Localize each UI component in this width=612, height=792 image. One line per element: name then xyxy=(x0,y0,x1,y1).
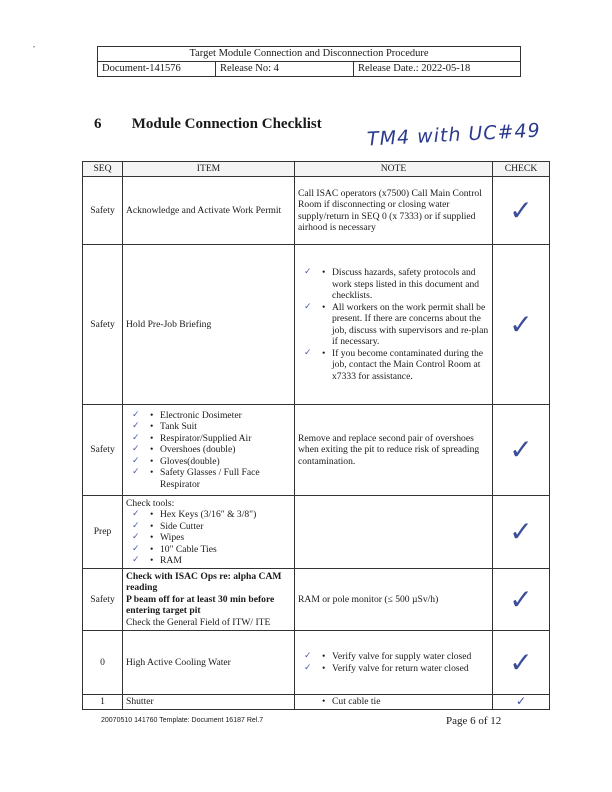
check-mark-icon: • ✓ xyxy=(132,532,140,542)
check-mark-icon: • ✓ xyxy=(132,444,140,455)
row-seq: Safety xyxy=(83,245,123,405)
row-seq: 1 xyxy=(83,695,123,710)
row-note: Call ISAC operators (x7500) Call Main Control Room if disconnecting or closing water supply/return in SEQ 0 (x 7333) or if supplied airhood is necessary xyxy=(295,177,493,245)
row-item: Hold Pre-Job Briefing xyxy=(123,245,295,405)
check-mark: ✓ xyxy=(493,631,550,695)
item-bullet: • ✓ 10" Cable Ties xyxy=(160,544,291,556)
row-note: RAM or pole monitor (≤ 500 µSv/h) xyxy=(295,569,493,631)
item-bullet: • ✓ Hex Keys (3/16" & 3/8") xyxy=(160,509,291,521)
item-extra-line: Check the General Field of ITW/ ITE xyxy=(126,616,271,628)
handwritten-note: TM4 with UC#49 xyxy=(366,119,542,151)
header-title: Target Module Connection and Disconnection Procedure xyxy=(98,47,520,62)
note-bullet: • ✓ Verify valve for supply water closed xyxy=(332,651,489,663)
check-mark-icon: • ✓ xyxy=(304,662,312,673)
footer-template-ref: 20070510 141760 Template: Document 16187 Rel.7 xyxy=(101,717,264,724)
row-seq: 0 xyxy=(83,631,123,695)
note-bullet: • ✓ Verify valve for return water closed xyxy=(332,663,489,675)
row-item: Acknowledge and Activate Work Permit xyxy=(123,177,295,245)
check-mark-icon: • ✓ xyxy=(132,409,140,420)
row-seq: Safety xyxy=(83,177,123,245)
row-note xyxy=(295,245,493,405)
item-bullet: • ✓ Side Cutter xyxy=(160,521,291,533)
header-document: Document-141576 xyxy=(98,62,216,76)
header-release-no: Release No: 4 xyxy=(216,62,354,76)
row-note xyxy=(295,496,493,569)
row-item: Shutter xyxy=(123,695,295,710)
item-bullet: • ✓ Wipes xyxy=(160,532,291,544)
note-bullet: • ✓ All workers on the work permit shall be present. If there are concerns about the job, discuss with supervisors and re-plan if necessary. xyxy=(332,302,489,348)
row-item xyxy=(123,496,295,569)
item-bullet: • ✓ Overshoes (double) xyxy=(160,444,291,456)
checklist-table xyxy=(82,161,550,710)
check-mark-icon: • ✓ xyxy=(132,543,140,554)
check-mark-icon: • ✓ xyxy=(132,432,140,443)
check-mark: ✓ xyxy=(493,245,550,405)
check-mark-icon: • ✓ xyxy=(304,267,312,277)
check-mark: ✓ xyxy=(493,177,550,245)
document-header xyxy=(97,46,521,77)
check-mark-icon: • ✓ xyxy=(132,455,140,466)
col-item: ITEM xyxy=(123,162,295,177)
check-mark-icon: • ✓ xyxy=(304,347,312,358)
footer-page-number: Page 6 of 12 xyxy=(446,715,502,727)
item-bullet: • ✓ Gloves(double) xyxy=(160,456,291,468)
check-mark-icon: • ✓ xyxy=(132,520,140,531)
row-item xyxy=(123,405,295,496)
check-mark-icon: • ✓ xyxy=(304,301,312,312)
col-seq: SEQ xyxy=(83,162,123,177)
row-seq: Safety xyxy=(83,569,123,631)
check-mark: ✓ xyxy=(493,405,550,496)
row-seq: Prep xyxy=(83,496,123,569)
note-bullet: • ✓ Discuss hazards, safety protocols and work steps listed in this document and checklists. xyxy=(332,267,489,302)
table-header-row xyxy=(83,162,550,177)
table-row xyxy=(83,496,550,569)
table-row xyxy=(83,631,550,695)
row-item: High Active Cooling Water xyxy=(123,631,295,695)
item-bold-line: P beam off for at least 30 min before entering target pit xyxy=(126,593,275,617)
table-row xyxy=(83,695,550,710)
row-note: Remove and replace second pair of overshoes when exiting the pit to reduce risk of spreading contamination. xyxy=(295,405,493,496)
note-bullet: • Cut cable tie xyxy=(332,696,489,708)
item-bold-line: Check with ISAC Ops re: alpha CAM reading xyxy=(126,570,282,594)
check-mark-icon: • ✓ xyxy=(304,651,312,661)
table-row xyxy=(83,245,550,405)
row-note xyxy=(295,631,493,695)
check-mark-icon: • ✓ xyxy=(132,555,140,565)
table-row xyxy=(83,177,550,245)
item-bullet: • ✓ Respirator/Supplied Air xyxy=(160,433,291,445)
note-bullet: • ✓ If you become contaminated during the job, contact the Main Control Room at x7333 for assistance. xyxy=(332,348,489,383)
col-check: CHECK xyxy=(493,162,550,177)
table-row xyxy=(83,405,550,496)
check-mark: ✓ xyxy=(493,695,550,710)
section-heading xyxy=(94,116,322,133)
item-bullet: • ✓ Tank Suit xyxy=(160,421,291,433)
row-seq: Safety xyxy=(83,405,123,496)
row-item xyxy=(123,569,295,631)
scan-speck: • xyxy=(33,45,36,51)
check-mark-icon: • ✓ xyxy=(132,421,140,432)
check-mark-icon: • ✓ xyxy=(132,467,140,478)
section-number: 6 xyxy=(94,116,102,132)
header-release-date: Release Date.: 2022-05-18 xyxy=(358,63,471,74)
row-note xyxy=(295,695,493,710)
item-bullet: • ✓ RAM xyxy=(160,555,291,567)
section-title: Module Connection Checklist xyxy=(131,116,322,132)
check-mark: ✓ xyxy=(493,496,550,569)
item-bullet: • ✓ Electronic Dosimeter xyxy=(160,410,291,422)
item-bullet: • ✓ Safety Glasses / Full Face Respirator xyxy=(160,467,291,490)
table-row xyxy=(83,569,550,631)
item-intro: Check tools: xyxy=(126,497,175,509)
col-note: NOTE xyxy=(295,162,493,177)
check-mark: ✓ xyxy=(493,569,550,631)
check-mark-icon: • ✓ xyxy=(132,509,140,519)
